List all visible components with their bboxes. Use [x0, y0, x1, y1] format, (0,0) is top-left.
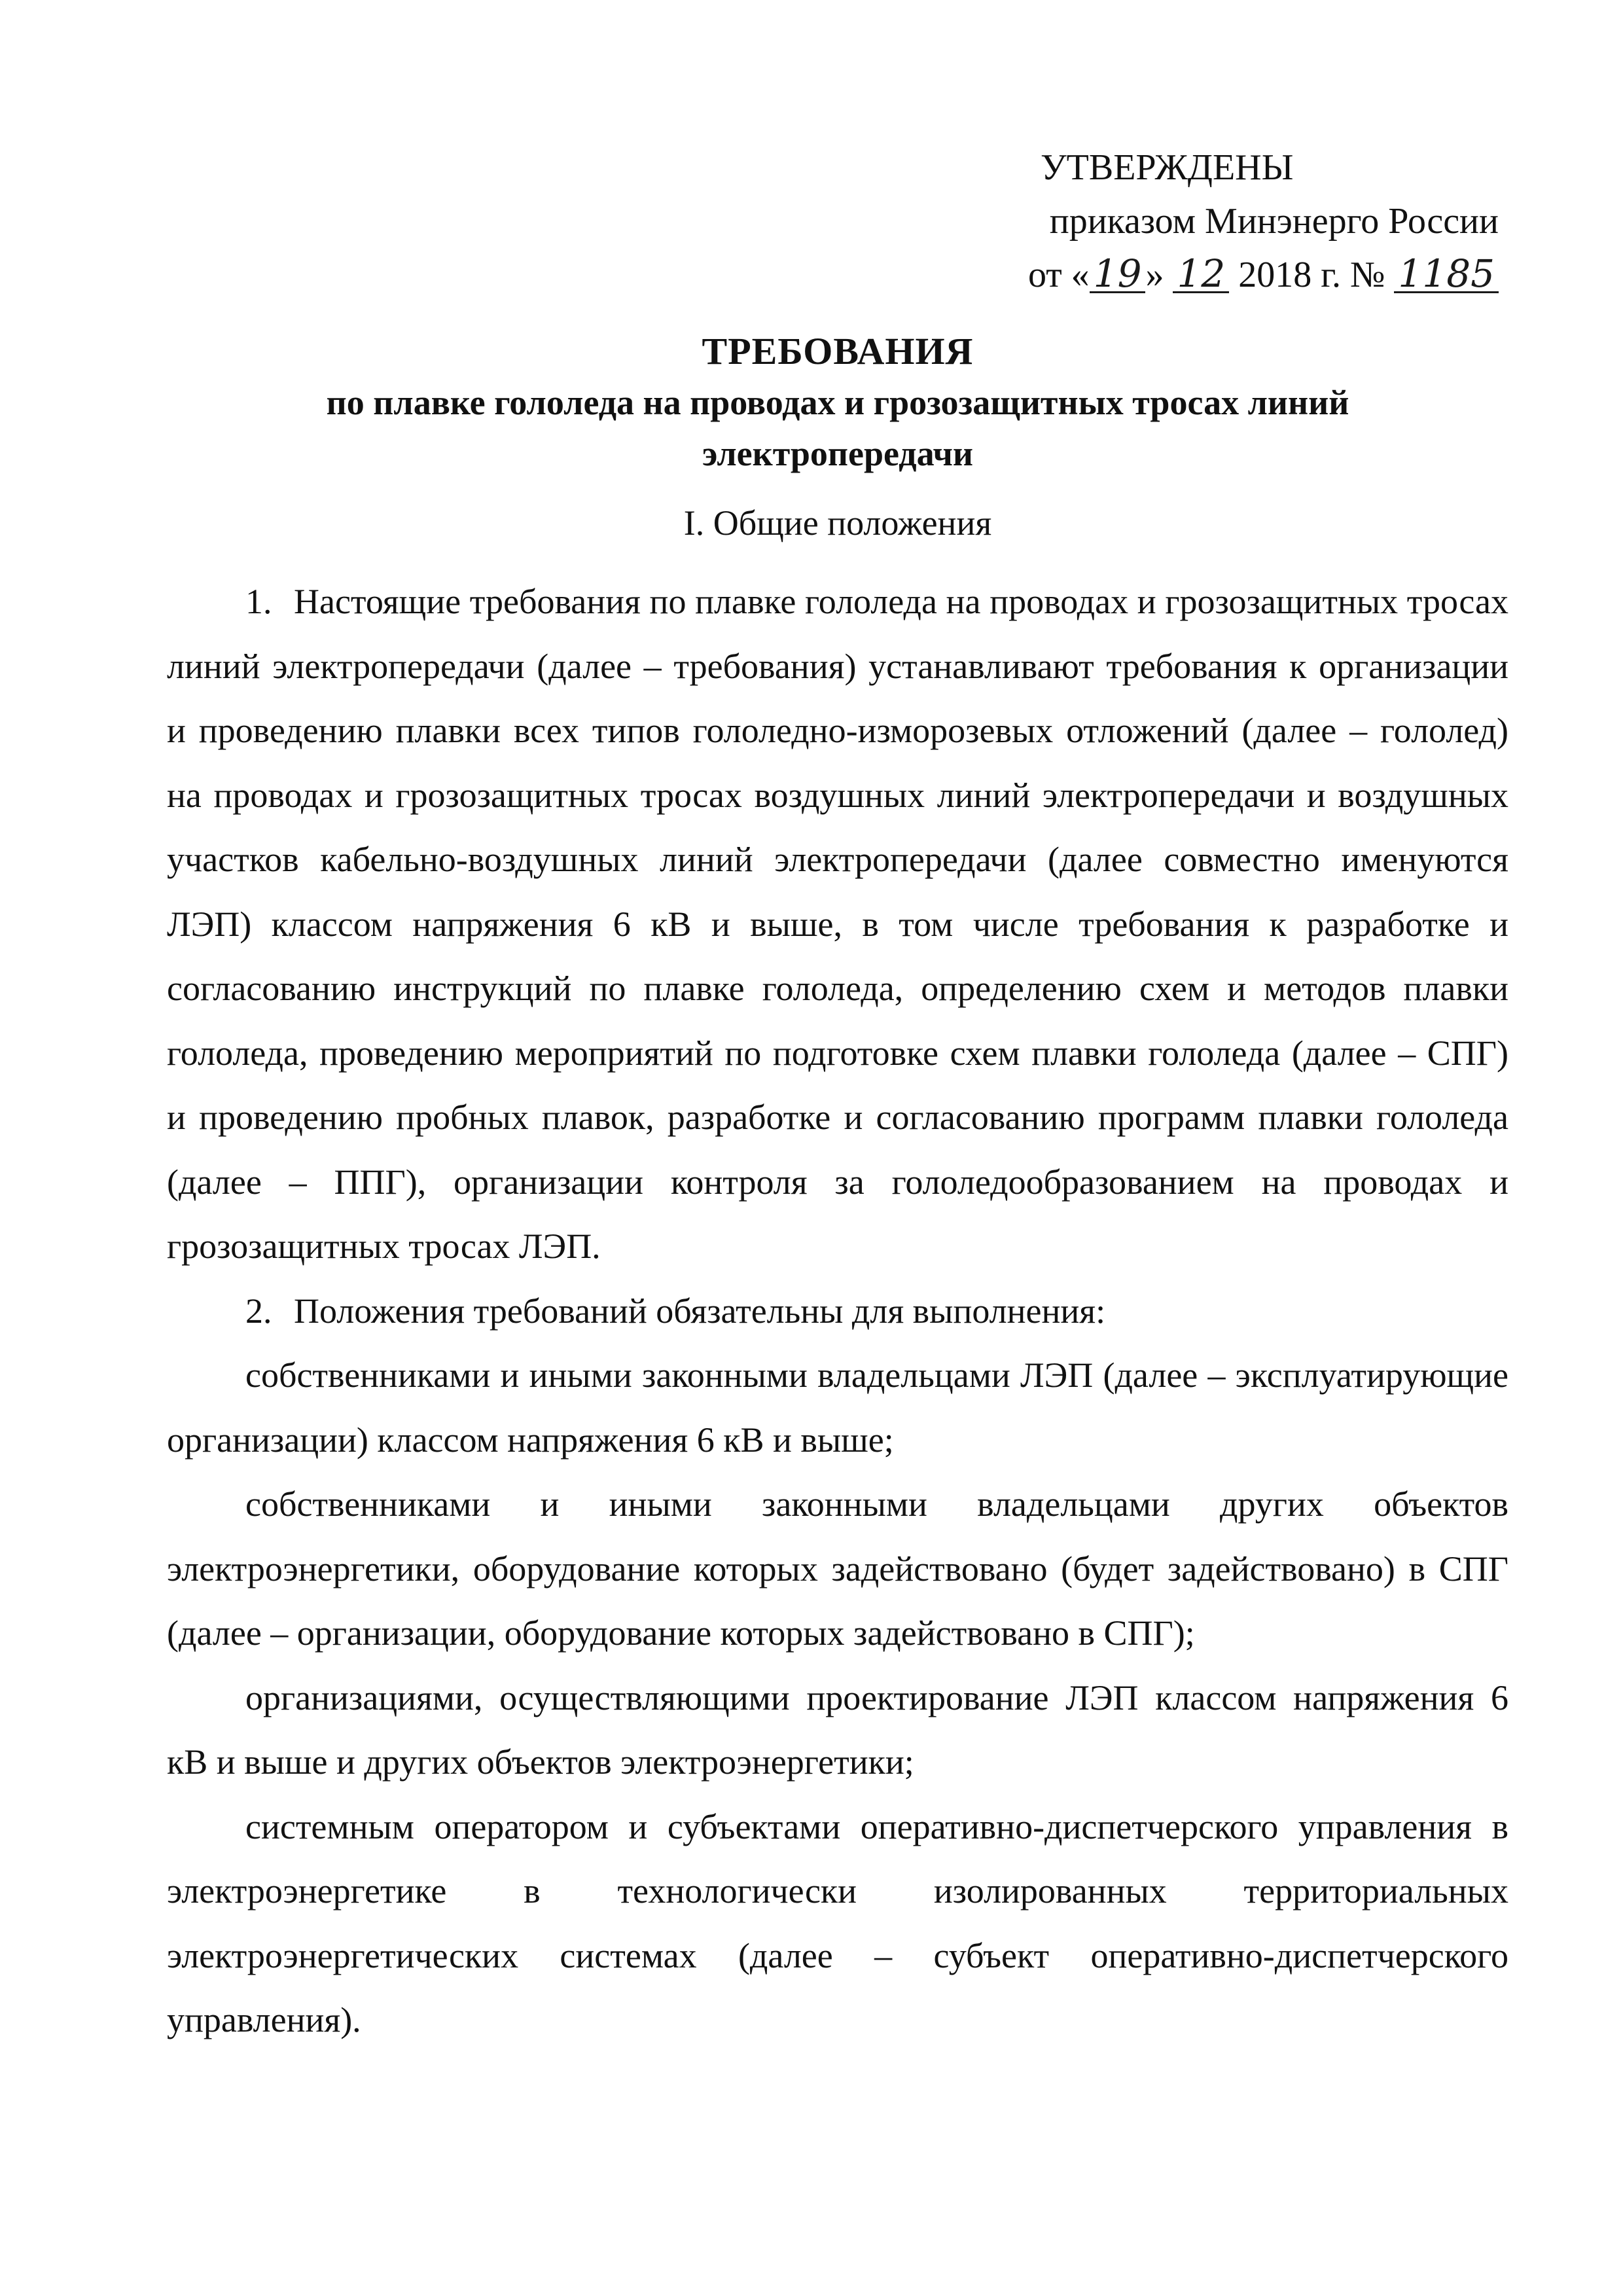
handwritten-month: 12	[1173, 256, 1229, 293]
paragraph-2	[167, 1279, 1508, 1344]
list-item-owners-lep: собственниками и иными законными владельцами ЛЭП (далее – эксплуатирующие организации) классом напряжения 6 кВ и выше;	[167, 1355, 1508, 1460]
approval-block	[962, 141, 1499, 302]
document-body	[167, 569, 1508, 2053]
list-item-owners-other: собственниками и иными законными владельцами других объектов электроэнергетики, оборудование которых задействовано (будет задействовано) в СПГ (далее – организации, оборудование которых задействовано в СПГ);	[167, 1484, 1508, 1653]
title-subtitle-line1: по плавке гололеда на проводах и грозозащитных тросах линий	[326, 383, 1349, 422]
paragraph-1-number: 1.	[245, 582, 272, 621]
paragraph-1-text: Настоящие требования по плавке гололеда на проводах и грозозащитных тросах линий электропередачи (далее – требования) устанавливают требования к организации и проведению плавки всех типов гололедно-изморозевых отложений (далее – гололед) на проводах и грозозащитных тросах воздушных линий электропередачи и воздушных участков кабельно-воздушных линий электропередачи (далее совместно именуются ЛЭП) классом напряжения 6 кВ и выше, в том числе требования к разработке и согласованию инструкций по плавке гололеда, определению схем и методов плавки гололеда, проведению мероприятий по подготовке схем плавки гололеда (далее – СПГ) и проведению пробных плавок, разработке и согласованию программ плавки гололеда (далее – ППГ), организации контроля за гололедообразованием на проводах и грозозащитных тросах ЛЭП.	[167, 582, 1508, 1266]
date-mid: »	[1145, 255, 1164, 295]
handwritten-day: 19	[1090, 256, 1146, 293]
approval-date-line	[962, 248, 1499, 302]
paragraph-2-number: 2.	[245, 1291, 272, 1331]
document-title	[164, 326, 1512, 479]
date-year: 2018 г. №	[1238, 255, 1385, 295]
section-heading: I. Общие положения	[683, 503, 992, 543]
handwritten-order-number: 1185	[1394, 256, 1499, 293]
approval-stamp-title: УТВЕРЖДЕНЫ	[1041, 147, 1294, 188]
paragraph-2-text: Положения требований обязательны для выполнения:	[294, 1291, 1106, 1331]
list-item-system-operator: системным оператором и субъектами оперативно-диспетчерского управления в электроэнергетике в технологически изолированных территориальных электроэнергетических системах (далее – субъект оперативно-диспетчерского управления).	[167, 1806, 1508, 2039]
date-prefix: от «	[1027, 255, 1090, 295]
title-main: ТРЕБОВАНИЯ	[702, 330, 974, 372]
list-item-designers: организациями, осуществляющими проектирование ЛЭП классом напряжения 6 кВ и выше и других объектов электроэнергетики;	[167, 1677, 1508, 1782]
approval-order-line: приказом Минэнерго России	[1049, 201, 1499, 242]
paragraph-1	[167, 569, 1508, 1279]
title-subtitle-line2: электропередачи	[702, 434, 974, 473]
